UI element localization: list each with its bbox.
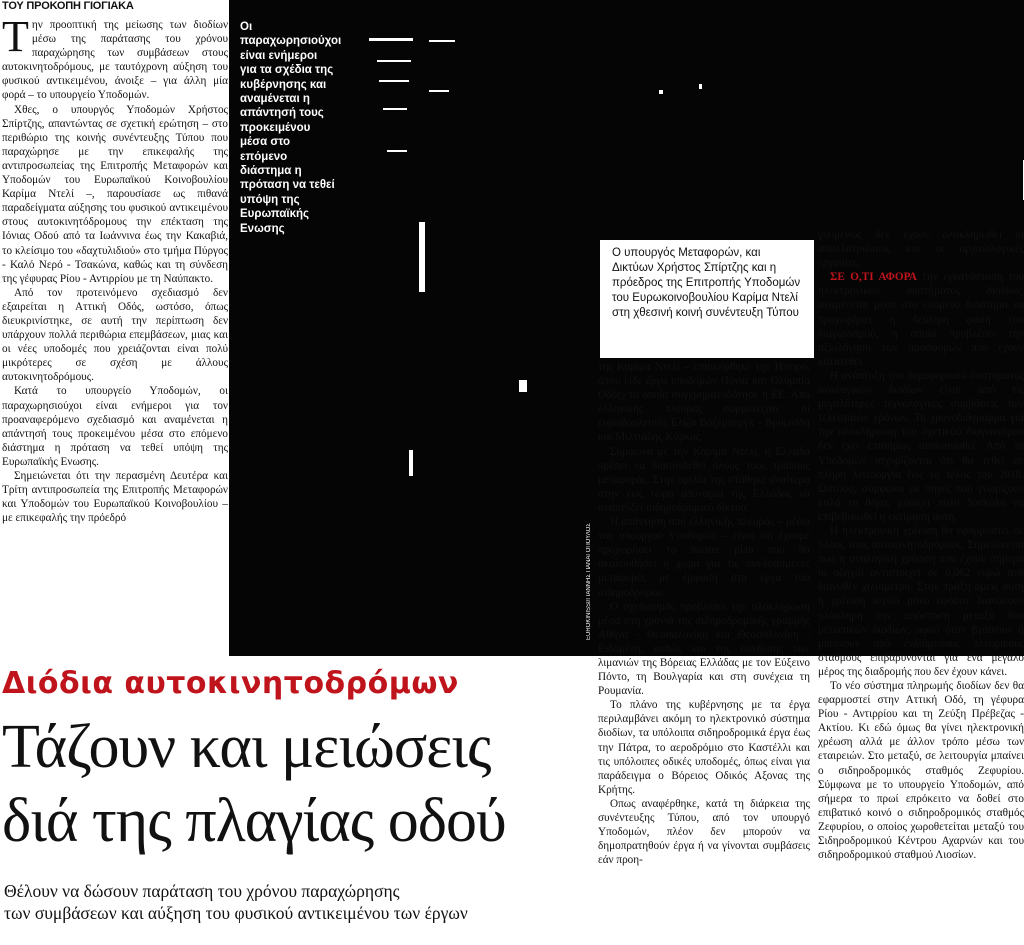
paragraph-2: Σύμφωνα με την Καρίμα Ντελί, η Ελλάδα πρέπει να διασυνδεθεί όλους τους τρόπους μεταφοράς. Στην ομιλία της στάθηκε ιδιαίτερα στην έως τώρα αδυναμία της Ελλάδας να αναπτύξει σιδηροδρομικό δίκτυο.	[598, 445, 810, 514]
paragraph-3: Η ανάπτυξη του δορυφορικού συστήματος αναλογικών διοδίων είναι από τις μεγαλύτερες τεχνολογικές συμβάσεις των τελευταίων χρόνων. Το χρονοδιάγραμμα για την ολοκλήρωση του σχετικού διαγωνισμού δεν έχει επισήμως ανακοινωθεί. Από το Υποδομών ισχυρίζονται ότι θα τεθεί σε πλήρη λειτουργία έως το τέλος του 2018. Ωστόσο, σύμφωνα με πηγές που γνωρίζουν καλά το θέμα, μοιάζει πολύ δύσκολο να επιβεβαιωθεί η εκτίμηση αυτή.	[818, 369, 1024, 523]
paragraph-2-text: την εγκατάσταση του ηλεκτρονικού συστήματος διοδίων, αναμένεται μέσα στο επόμενο διάστημα να προχωρήσει η δεύτερη φάση του διαγωνισμού, η οποία προβλέπει την αξιολόγηση των προσφορών που έχουν κατατεθεί.	[818, 271, 1024, 368]
section-lead: ΣΕ Ο,ΤΙ ΑΦΟΡΑ	[830, 271, 917, 284]
paragraph-1	[2, 12, 228, 103]
paragraph-5: Το νέο σύστημα πληρωμής διοδίων δεν θα εφαρμοστεί στην Αττική Οδό, τη γέφυρα Ρίου - Αντιρρίου και τη Ζεύξη Πρέβεζας - Ακτίου. Κι εδώ όμως θα γίνει ηλεκτρονική χρέωση αλλά με άλλον τρόπο μέσω των εταιρειών. Στο μεταξύ, σε λειτουργία μπαίνει ο σιδηροδρομικός σταθμός Ζεφυρίου. Σύμφωνα με το υπουργείο Υποδομών, από σήμερα το πρωί επρόκειτο να δοθεί στο επιβατικό κοινό ο σιδηροδρομικός σταθμός Ζεφυρίου, ο οποίος χωροθετείται μεταξύ του Σιδηροδρομικού Κέντρου Αχαρνών και του σιδηροδρομικού σταθμού Λιοσίων.	[818, 680, 1024, 862]
headline	[2, 710, 594, 858]
paragraph-3: Η απάντηση από ελληνικής πλευράς – μέσω του υπουργού Υποδομών – είναι ότι έχουμε προχωρήσει το master plan που θα ακολουθήσει η χώρα για τις συνδυασμένες μεταφορές με έμφαση στα έργα του σιδηροδρόμου.	[598, 516, 810, 599]
subheadline	[4, 880, 594, 924]
paragraph-1: της Καρίμα Ντελί – επισκέφθηκε την Ηπειρο, όπου είδε έργα υποδομών (Ιόνια και Ολυμπία Οδός) τα οποία συγχρηματοδότησε η ΕΕ. Από ελληνικής πλευράς συμμετείχαν οι ευρωβουλευτές Ελίζα Βόζεμπεργκ - Βρυωνίδη και Μιλτιάδης Κύρκος.	[598, 361, 810, 444]
photo-highlight	[429, 90, 449, 92]
paragraph-5: Το πλάνο της κυβέρνησης με τα έργα περιλαμβάνει ακόμη το ηλεκτρονικό σύστημα διοδίων, τα υπόλοιπα σιδηροδρομικά έργα έως την Πάτρα, το αεροδρόμιο στο Καστέλλι και τις υπόλοιπες οδικές υποδομές, όπως είναι για παράδειγμα ο Βόρειος Οδικός Αξονας της Κρήτης.	[598, 699, 810, 796]
article-column-2	[598, 360, 810, 945]
photo-highlight	[519, 380, 527, 392]
photo-highlight	[699, 84, 702, 89]
byline: ΤΟΥ ΠΡΟΚΟΠΗ ΓΙΟΓΙΑΚΑ	[2, 0, 134, 12]
paragraph-1: γουμένως δεν έχουν ολοκληρωθεί οι απαλλοτριώσεις και οι αρχαιολογικές εργασίες.	[818, 229, 1024, 270]
photo-highlight	[659, 90, 663, 94]
photo-highlight	[387, 150, 407, 152]
paragraph-1-text: ην προοπτική της μείωσης των διοδίων μέσω της παράτασης του χρόνου παραχώρησης των συμβάσεων στους αυτοκινητοδρόμους, με ταυτόχρονη αύξηση του φυσικού αντικειμένου, άνοιξε – για άλλη μία φορά – το υπουργείο Υποδομών.	[2, 19, 228, 102]
paragraph-4: Κατά το υπουργείο Υποδομών, οι παραχωρησιούχοι είναι ενήμεροι για τον προαναφερόμενο σχεδιασμό και αναμένεται η απάντησή τους προκειμένου μέσα στο επόμενο διάστημα η πρόταση να τεθεί υπόψη της Ευρωπαϊκής Ενωσης.	[2, 385, 228, 468]
paragraph-3: Από τον προτεινόμενο σχεδιασμό δεν εξαιρείται η Αττική Οδός, ωστόσο, όπως διευκρινίστηκε, σε αυτή την περίπτωση δεν υπάρχουν πολλά περιθώρια επεμβάσεων, μιας και οι νέες υποδομές που χρειάζονται είναι πολύ μικρότερες σε σχέση με άλλους αυτοκινητοδρόμους.	[2, 286, 228, 384]
paragraph-5: Σημειώνεται ότι την περασμένη Δευτέρα και Τρίτη αντιπροσωπεία της Επιτροπής Μεταφορών και Υποδομών του Ευρωπαϊκού Κοινοβουλίου – με επικεφαλής την πρόεδρό	[2, 470, 228, 525]
photo-highlight	[377, 60, 411, 62]
photo-highlight	[383, 108, 407, 110]
photo-highlight	[369, 38, 413, 41]
section-kicker: Διόδια αυτοκινητοδρόμων	[2, 666, 459, 701]
paragraph-2: Χθες, ο υπουργός Υποδομών Χρήστος Σπίρτζης, απαντώντας σε σχετική ερώτηση – στο περιθώριο της κοινής συνέντευξης Τύπου που παραχώρησε με την επικεφαλής της αντιπροσωπείας της Επιτροπής Μεταφορών και Υποδομών του Ευρωπαϊκού Κοινοβουλίου Καρίμα Ντελί –, παρουσίασε ως πιθανά παραδείγματα αύξησης του φυσικού αντικειμένου στους αυτοκινητόδρομους την επέκταση της Ιόνιας Οδού από τα Ιωάννινα έως την Κακαβιά, το κλείσιμο του «δαχτυλιδιού» στο τμήμα Πύργος - Καλό Νερό - Τσακώνα, καθώς και τη σύνδεση της γέφυρας Ρίου - Αντιρρίου με τη Ναύπακτο.	[2, 103, 228, 285]
article-column-1	[2, 12, 228, 638]
headline-line-2: διά της πλαγίας οδού	[2, 787, 506, 855]
paragraph-2	[818, 270, 1024, 369]
subheadline-line-2: των συμβάσεων και αύξηση του φυσικού αντικειμένου των έργων	[4, 903, 468, 923]
photo-highlight	[409, 450, 413, 476]
paragraph-4: Ο σχεδιασμός προβλέπει την ολοκλήρωση μέσα στη χρονιά της σιδηροδρομικής γραμμής Αθήνα - Θεσσαλονίκη και Θεσσαλονίκη - Ειδομένη, καθώς και της σύνδεσης των λιμανιών της Βόρειας Ελλάδας με τον Εύξεινο Πόντο, τη Βουλγαρία και στη συνέχεια τη Ρουμανία.	[598, 600, 810, 698]
photo-credit: EUROKINISSI/ΓΙΑΝΝΗΣ ΠΑΝΑΓΟΠΟΥΛΟΣ	[586, 523, 592, 640]
headline-line-1: Τάζουν και μειώσεις	[2, 713, 491, 781]
photo-highlight	[429, 40, 455, 42]
paragraph-6: Οπως αναφέρθηκε, κατά τη διάρκεια της συνέντευξης Τύπου, από τον υπουργό Υποδομών, πλέον δεν μπορούν να δημοπρατηθούν έργα ή να γίνονται συμβάσεις εάν προη-	[598, 797, 810, 867]
dropcap: Τ	[2, 12, 29, 61]
photo-highlight	[419, 222, 425, 292]
photo-highlight	[379, 80, 409, 82]
paragraph-4: Η ηλεκτρονική χρέωση θα εφαρμοστεί σε όλους τους αυτοκινητοδρόμους. Σημειώνεται πως η αναλογική χρέωση που έχουν σήμερα οι οδηγοί αντιστοιχεί σε 0,062 ευρώ ανά διανυθέν χιλιόμετρο. Στην πράξη όμως αυτή η χρέωση ισχύει μόνο εφόσον διανύσουν ολόκληρη την απόσταση μεταξύ δύο μετωπικών διοδίων, αφού όταν βγαίνουν ή μπαίνουν από ενδιάμεσους πλευρικούς σταθμούς επιβαρύνονται για ένα μεγάλο μέρος της διαδρομής που δεν έχουν κάνει.	[818, 524, 1024, 678]
photo-pull-quote: Οι παραχωρησιούχοι είναι ενήμεροι για τα σχέδια της κυβέρνησης και αναμένεται η απάντησή τους προκειμένου μέσα στο επόμενο διάστημα η πρόταση να τεθεί υπόψη της Ευρωπαϊκής Ενωσης	[240, 21, 342, 235]
subheadline-line-1: Θέλουν να δώσουν παράταση του χρόνου παραχώρησης	[4, 881, 400, 901]
photo-caption: Ο υπουργός Μεταφορών, και Δικτύων Χρήστος Σπίρτζης και η πρόεδρος της Επιτροπής Υποδομών του Ευρωκοινοβουλίου Καρίμα Ντελί στη χθεσινή κοινή συνέντευξη Τύπου	[600, 240, 814, 358]
article-column-3	[818, 228, 1024, 945]
